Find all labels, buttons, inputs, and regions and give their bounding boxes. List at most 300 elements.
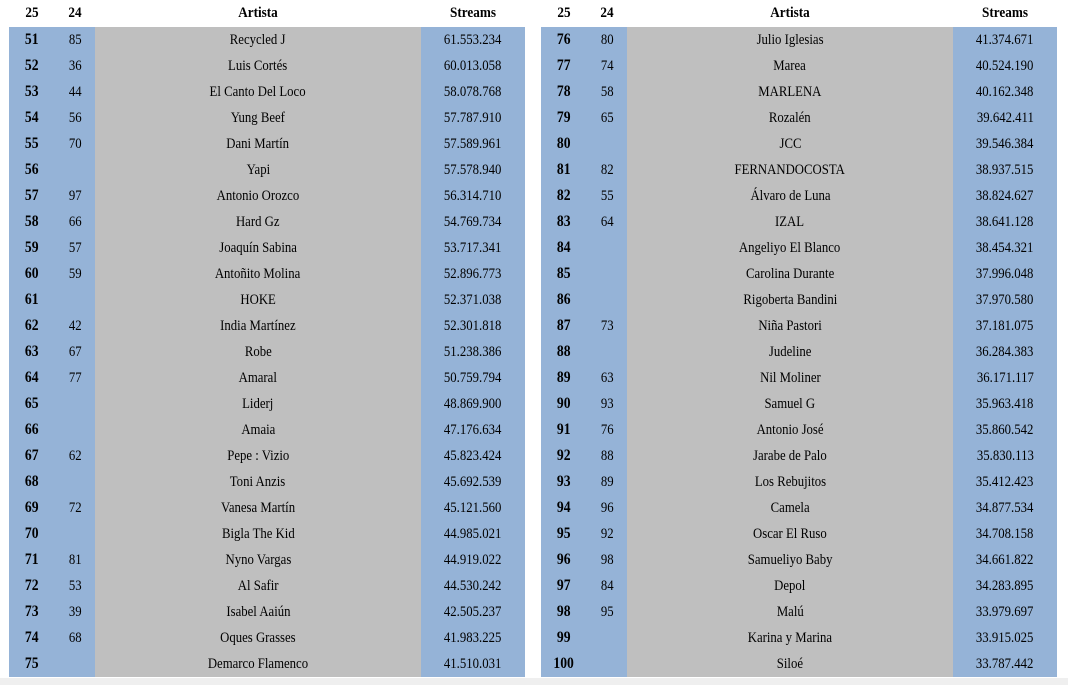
artist-cell-text: Pepe : Vizio: [226, 447, 290, 464]
streams-cell: [421, 313, 525, 339]
rank-2024-cell: [55, 521, 95, 547]
rank-2024-cell-text: 58: [600, 83, 614, 100]
rank-2025-cell: [9, 235, 55, 261]
artist-cell: [627, 365, 953, 391]
rank-2024-cell: [587, 157, 627, 183]
artist-cell: [627, 521, 953, 547]
rank-2025-cell-text: 88: [557, 343, 571, 360]
streams-cell: [421, 339, 525, 365]
rank-2024-cell: [55, 495, 95, 521]
artist-cell-text: Jarabe de Palo: [753, 447, 827, 464]
streams-cell-text: 58.078.768: [444, 83, 502, 100]
rank-2024-cell: [55, 235, 95, 261]
artist-cell-text: Los Rebujitos: [754, 473, 826, 490]
artist-cell-text: Oscar El Ruso: [753, 525, 827, 542]
artist-cell-text: Amaral: [238, 369, 278, 386]
rank-2025-cell: [541, 651, 587, 677]
rank-2025-cell: [541, 261, 587, 287]
rank-2024-cell: [55, 625, 95, 651]
rank-2024-cell-text: 77: [68, 369, 82, 386]
rank-2024-cell-text: 76: [600, 421, 614, 438]
streams-cell: [421, 443, 525, 469]
artist-cell-text: Antoñito Molina: [215, 265, 301, 282]
rank-2024-cell: [55, 157, 95, 183]
streams-cell-text: 38.454.321: [976, 239, 1034, 256]
streams-cell: [953, 79, 1057, 105]
artist-cell: [95, 313, 421, 339]
rank-2024-cell-text: 95: [600, 603, 614, 620]
table-row: [9, 313, 525, 339]
rank-2025-cell-text: 66: [25, 421, 39, 438]
rank-2025-cell-text: 81: [557, 161, 571, 178]
rank-2025-cell: [9, 131, 55, 157]
rank-2024-cell: [55, 79, 95, 105]
table-row: [541, 53, 1057, 79]
streams-cell-text: 41.374.671: [976, 31, 1034, 48]
streams-cell: [421, 157, 525, 183]
rank-2025-cell-text: 61: [25, 291, 39, 308]
artist-cell-text: Judeline: [768, 343, 812, 360]
rank-2024-cell: [587, 53, 627, 79]
table-header: [9, 0, 525, 27]
table-row: [9, 547, 525, 573]
artist-cell-text: Carolina Durante: [745, 265, 835, 282]
rank-2025-cell-text: 64: [25, 369, 39, 386]
rank-2024-cell-text: 62: [68, 447, 82, 464]
rank-2025-cell: [541, 365, 587, 391]
table-row: [541, 79, 1057, 105]
rank-2024-cell: [587, 365, 627, 391]
rank-2025-cell: [541, 469, 587, 495]
rank-2024-cell: [587, 183, 627, 209]
table-row: [541, 27, 1057, 53]
streams-cell: [953, 131, 1057, 157]
rank-2025-cell-text: 55: [25, 135, 39, 152]
streams-cell: [421, 625, 525, 651]
rank-2024-cell: [55, 417, 95, 443]
streams-cell-text: 45.823.424: [444, 447, 502, 464]
artist-cell: [95, 79, 421, 105]
rank-2024-cell-text: 53: [68, 577, 82, 594]
rank-2025-cell: [541, 287, 587, 313]
artist-cell: [95, 599, 421, 625]
bottom-border: [0, 678, 1068, 685]
ranking-table-right: [541, 0, 1057, 677]
artist-cell: [95, 157, 421, 183]
table-row: [9, 105, 525, 131]
table-row: [541, 209, 1057, 235]
artist-cell: [627, 339, 953, 365]
rank-2025-cell-text: 58: [25, 213, 39, 230]
streams-cell: [953, 209, 1057, 235]
streams-cell: [421, 573, 525, 599]
artist-cell: [627, 625, 953, 651]
artist-cell: [95, 417, 421, 443]
streams-cell-text: 47.176.634: [444, 421, 502, 438]
artist-cell-text: Rigoberta Bandini: [743, 291, 837, 308]
streams-cell-text: 57.578.940: [444, 161, 502, 178]
streams-cell-text: 39.642.411: [976, 109, 1034, 126]
header-rank-2024: 24: [600, 5, 614, 21]
rank-2025-cell: [9, 625, 55, 651]
streams-cell-text: 40.524.190: [976, 57, 1034, 74]
table-row: [9, 391, 525, 417]
rank-2024-cell: [55, 261, 95, 287]
rank-2025-cell: [9, 547, 55, 573]
streams-cell: [421, 131, 525, 157]
streams-cell-text: 45.692.539: [444, 473, 502, 490]
rank-2024-cell-text: 84: [600, 577, 614, 594]
rank-2024-cell-text: 92: [600, 525, 614, 542]
artist-cell-text: Yung Beef: [230, 109, 286, 126]
rank-2025-cell-text: 75: [25, 655, 39, 672]
rank-2024-cell-text: 57: [68, 239, 82, 256]
artist-cell: [95, 261, 421, 287]
rank-2024-cell-text: 68: [68, 629, 82, 646]
streams-cell-text: 40.162.348: [976, 83, 1034, 100]
streams-cell-text: 33.915.025: [976, 629, 1034, 646]
rank-2025-cell-text: 77: [557, 57, 571, 74]
table-row: [9, 131, 525, 157]
rank-2024-cell-text: 56: [68, 109, 82, 126]
streams-cell: [421, 651, 525, 677]
streams-cell-text: 39.546.384: [976, 135, 1034, 152]
artist-cell: [627, 573, 953, 599]
rank-2025-cell: [541, 105, 587, 131]
rank-2024-cell-text: 65: [600, 109, 614, 126]
rank-2025-cell-text: 52: [25, 57, 39, 74]
rank-2024-cell-text: 98: [600, 551, 614, 568]
artist-cell: [95, 573, 421, 599]
rank-2025-cell-text: 59: [25, 239, 39, 256]
streams-cell-text: 42.505.237: [444, 603, 502, 620]
artist-cell: [627, 651, 953, 677]
rank-2024-cell: [587, 79, 627, 105]
table-row: [9, 573, 525, 599]
rank-2025-cell: [541, 79, 587, 105]
table-row: [9, 625, 525, 651]
artist-cell: [95, 287, 421, 313]
artist-cell: [627, 287, 953, 313]
table-row: [541, 105, 1057, 131]
streams-cell: [953, 105, 1057, 131]
artist-cell-text: Angeliyo El Blanco: [739, 239, 841, 256]
artist-cell-text: Demarco Flamenco: [207, 655, 309, 672]
rank-2025-cell: [541, 183, 587, 209]
table-row: [9, 287, 525, 313]
rank-2025-cell-text: 83: [557, 213, 571, 230]
rank-2025-cell-text: 91: [557, 421, 571, 438]
streams-cell-text: 44.985.021: [444, 525, 502, 542]
artist-cell: [95, 521, 421, 547]
streams-cell-text: 38.641.128: [976, 213, 1034, 230]
header-rank-2025: 25: [557, 5, 571, 21]
artist-cell-text: Samueliyo Baby: [747, 551, 833, 568]
streams-cell: [421, 27, 525, 53]
rank-2024-cell-text: 70: [68, 135, 82, 152]
rank-2025-cell: [9, 521, 55, 547]
rank-2025-cell: [9, 53, 55, 79]
rank-2025-cell: [541, 625, 587, 651]
artist-cell-text: Nil Moliner: [759, 369, 821, 386]
artist-cell-text: Samuel G: [764, 395, 816, 412]
artist-cell: [627, 235, 953, 261]
streams-cell-text: 45.121.560: [444, 499, 502, 516]
rank-2024-cell: [587, 235, 627, 261]
rank-2025-cell-text: 53: [25, 83, 39, 100]
rank-2025-cell-text: 68: [25, 473, 39, 490]
rank-2024-cell-text: 89: [600, 473, 614, 490]
artist-cell: [95, 547, 421, 573]
artist-cell-text: Luis Cortés: [228, 57, 288, 74]
artist-cell-text: Al Safir: [237, 577, 279, 594]
rank-2024-cell: [587, 573, 627, 599]
rank-2024-cell-text: 73: [600, 317, 614, 334]
artist-cell: [627, 599, 953, 625]
rank-2025-cell: [541, 339, 587, 365]
streams-cell-text: 56.314.710: [444, 187, 502, 204]
artist-cell: [627, 443, 953, 469]
table-row: [9, 53, 525, 79]
rank-2024-cell-text: 88: [600, 447, 614, 464]
rank-2025-cell: [9, 261, 55, 287]
artist-cell: [95, 469, 421, 495]
streams-cell: [953, 417, 1057, 443]
rank-2025-cell-text: 60: [25, 265, 39, 282]
streams-cell-text: 35.860.542: [976, 421, 1034, 438]
streams-cell-text: 51.238.386: [444, 343, 502, 360]
table-row: [9, 443, 525, 469]
rank-2025-cell-text: 56: [25, 161, 39, 178]
rank-2025-cell: [9, 495, 55, 521]
rank-2024-cell: [55, 183, 95, 209]
rank-2025-cell-text: 86: [557, 291, 571, 308]
rank-2024-cell: [587, 417, 627, 443]
table-row: [541, 157, 1057, 183]
rank-2025-cell: [9, 339, 55, 365]
rank-2025-cell: [9, 391, 55, 417]
artist-cell-text: India Martínez: [220, 317, 296, 334]
rank-2025-cell-text: 94: [557, 499, 571, 516]
artist-cell: [95, 105, 421, 131]
table-row: [541, 573, 1057, 599]
rank-2025-cell-text: 57: [25, 187, 39, 204]
streams-cell-text: 35.412.423: [976, 473, 1034, 490]
streams-cell: [421, 417, 525, 443]
rank-2024-cell-text: 59: [68, 265, 82, 282]
streams-cell: [421, 469, 525, 495]
table-row: [9, 521, 525, 547]
rank-2025-cell-text: 87: [557, 317, 571, 334]
rank-2024-cell: [587, 261, 627, 287]
rank-2024-cell: [587, 625, 627, 651]
rank-2025-cell: [9, 79, 55, 105]
streams-cell: [953, 27, 1057, 53]
rank-2025-cell-text: 100: [553, 655, 575, 672]
rank-2024-cell-text: 64: [600, 213, 614, 230]
streams-cell: [953, 599, 1057, 625]
rank-2024-cell-text: 93: [600, 395, 614, 412]
streams-cell-text: 34.283.895: [976, 577, 1034, 594]
streams-cell-text: 34.661.822: [976, 551, 1034, 568]
table-row: [541, 651, 1057, 677]
artist-cell-text: Bigla The Kid: [221, 525, 295, 542]
rank-2024-cell-text: 74: [600, 57, 614, 74]
artist-cell-text: Depol: [774, 577, 806, 594]
streams-cell-text: 61.553.234: [444, 31, 502, 48]
table-row: [9, 417, 525, 443]
artist-cell: [627, 209, 953, 235]
table-row: [541, 183, 1057, 209]
table-row: [541, 365, 1057, 391]
rank-2024-cell: [55, 287, 95, 313]
streams-cell: [953, 651, 1057, 677]
artist-cell-text: Malú: [776, 603, 804, 620]
rank-2025-cell-text: 82: [557, 187, 571, 204]
rank-2024-cell: [587, 651, 627, 677]
streams-cell-text: 33.787.442: [976, 655, 1034, 672]
artist-cell-text: Vanesa Martín: [220, 499, 296, 516]
artist-cell-text: Antonio Orozco: [216, 187, 300, 204]
table-row: [541, 521, 1057, 547]
streams-cell-text: 54.769.734: [444, 213, 502, 230]
streams-cell: [953, 287, 1057, 313]
rank-2025-cell-text: 73: [25, 603, 39, 620]
rank-2024-cell: [55, 573, 95, 599]
artist-cell: [95, 339, 421, 365]
table-row: [541, 443, 1057, 469]
rank-2025-cell: [9, 573, 55, 599]
rank-2024-cell: [55, 469, 95, 495]
streams-cell: [421, 547, 525, 573]
rank-2025-cell-text: 72: [25, 577, 39, 594]
rank-2024-cell-text: 39: [68, 603, 82, 620]
rank-2025-cell-text: 63: [25, 343, 39, 360]
rank-2024-cell: [55, 105, 95, 131]
rank-2024-cell-text: 63: [600, 369, 614, 386]
artist-cell-text: Camela: [770, 499, 810, 516]
rank-2024-cell: [587, 547, 627, 573]
artist-cell: [95, 651, 421, 677]
streams-cell-text: 48.869.900: [444, 395, 502, 412]
streams-cell-text: 60.013.058: [444, 57, 502, 74]
streams-cell: [953, 313, 1057, 339]
streams-cell-text: 57.589.961: [444, 135, 502, 152]
rank-2025-cell: [9, 417, 55, 443]
rank-2024-cell-text: 96: [600, 499, 614, 516]
rank-2025-cell-text: 62: [25, 317, 39, 334]
rank-2025-cell: [541, 495, 587, 521]
artist-cell-text: El Canto Del Loco: [209, 83, 307, 100]
streams-cell-text: 34.877.534: [976, 499, 1034, 516]
header-streams: Streams: [450, 5, 496, 21]
rank-2025-cell-text: 85: [557, 265, 571, 282]
artist-cell-text: Dani Martín: [226, 135, 290, 152]
streams-cell: [421, 495, 525, 521]
artist-cell: [627, 391, 953, 417]
artist-cell: [627, 417, 953, 443]
streams-cell: [421, 235, 525, 261]
table-row: [541, 625, 1057, 651]
table-row: [541, 417, 1057, 443]
rank-2024-cell: [587, 131, 627, 157]
table-row: [9, 27, 525, 53]
artist-cell: [95, 365, 421, 391]
artist-cell-text: Recycled J: [230, 31, 286, 48]
rank-2024-cell: [55, 339, 95, 365]
artist-cell-text: Marea: [773, 57, 807, 74]
artist-cell: [627, 469, 953, 495]
artist-cell-text: Nyno Vargas: [225, 551, 291, 568]
streams-cell: [421, 599, 525, 625]
artist-cell: [627, 27, 953, 53]
streams-cell: [421, 53, 525, 79]
streams-cell-text: 57.787.910: [444, 109, 502, 126]
streams-cell-text: 36.284.383: [976, 343, 1034, 360]
table-row: [9, 339, 525, 365]
table-row: [9, 599, 525, 625]
rank-2024-cell: [55, 443, 95, 469]
rank-2025-cell: [541, 27, 587, 53]
rank-2024-cell-text: 67: [68, 343, 82, 360]
artist-cell: [95, 495, 421, 521]
rank-2025-cell-text: 98: [557, 603, 571, 620]
artist-cell: [95, 625, 421, 651]
rank-2024-cell: [55, 313, 95, 339]
table-row: [541, 339, 1057, 365]
artist-cell: [627, 183, 953, 209]
artist-cell-text: JCC: [779, 135, 801, 152]
streams-cell: [953, 365, 1057, 391]
rank-2024-cell: [587, 209, 627, 235]
rank-2025-cell-text: 84: [557, 239, 571, 256]
streams-cell-text: 50.759.794: [444, 369, 502, 386]
artist-cell: [95, 443, 421, 469]
rank-2025-cell: [9, 365, 55, 391]
streams-cell: [421, 521, 525, 547]
streams-cell: [953, 261, 1057, 287]
streams-cell-text: 38.824.627: [976, 187, 1034, 204]
rank-2025-cell-text: 65: [25, 395, 39, 412]
artist-cell: [95, 27, 421, 53]
rank-2024-cell-text: 72: [68, 499, 82, 516]
artist-cell: [627, 131, 953, 157]
rank-2025-cell: [541, 443, 587, 469]
streams-cell: [953, 469, 1057, 495]
rank-2025-cell: [541, 209, 587, 235]
rank-2024-cell-text: 80: [600, 31, 614, 48]
rank-2025-cell: [9, 599, 55, 625]
table-row: [9, 651, 525, 677]
rank-2024-cell: [55, 209, 95, 235]
artist-cell-text: Amaia: [240, 421, 276, 438]
streams-cell: [421, 365, 525, 391]
rank-2025-cell-text: 79: [557, 109, 571, 126]
artist-cell: [627, 547, 953, 573]
rank-2024-cell: [55, 391, 95, 417]
table-row: [9, 183, 525, 209]
table-header: [541, 0, 1057, 27]
artist-cell: [95, 209, 421, 235]
rank-2025-cell-text: 74: [25, 629, 39, 646]
streams-cell-text: 35.830.113: [976, 447, 1034, 464]
streams-cell-text: 35.963.418: [976, 395, 1034, 412]
rank-2025-cell-text: 51: [25, 31, 39, 48]
rank-2025-cell: [9, 157, 55, 183]
streams-cell-text: 41.510.031: [444, 655, 502, 672]
streams-cell-text: 37.996.048: [976, 265, 1034, 282]
rank-2024-cell: [55, 53, 95, 79]
